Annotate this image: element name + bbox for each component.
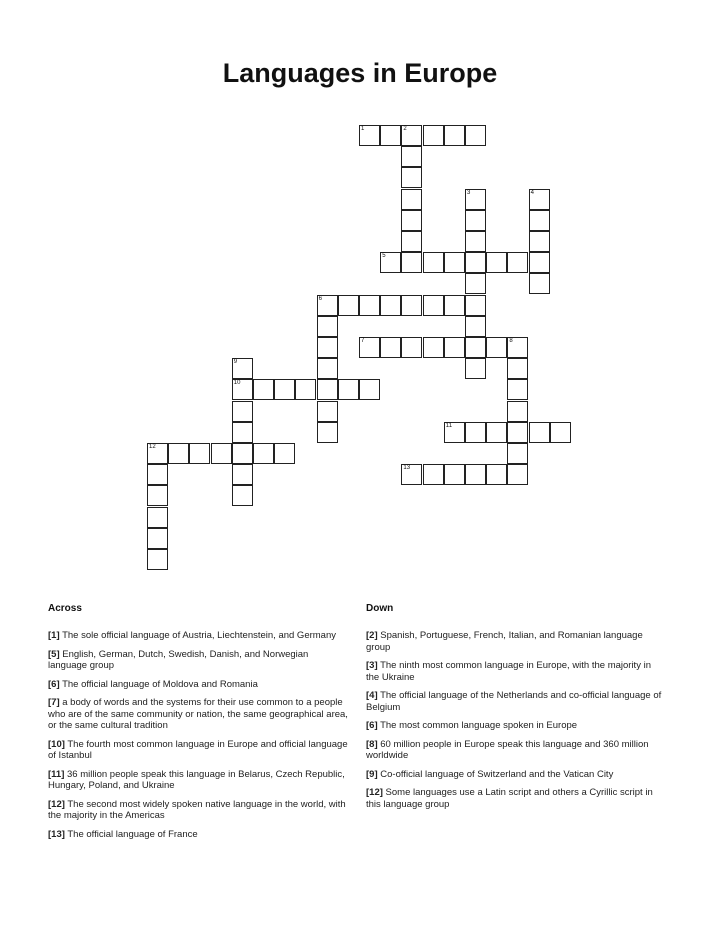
grid-cell[interactable] <box>295 379 316 400</box>
grid-cell[interactable] <box>529 231 550 252</box>
cell-number: 1 <box>361 126 365 132</box>
grid-cell[interactable] <box>423 252 444 273</box>
grid-cell[interactable] <box>147 443 168 464</box>
across-clues <box>48 603 348 847</box>
grid-cell[interactable] <box>444 295 465 316</box>
clue-text: The second most widely spoken native language in the world, with the majority in the Americas <box>48 798 346 821</box>
clue-number: [12] <box>366 787 383 798</box>
cell-number: 13 <box>403 465 411 472</box>
grid-cell[interactable] <box>486 337 507 358</box>
grid-cell[interactable] <box>465 358 486 379</box>
clue-number: [3] <box>366 660 378 671</box>
grid-cell[interactable] <box>317 379 338 400</box>
grid-cell[interactable] <box>465 252 486 273</box>
grid-cell[interactable] <box>232 443 253 464</box>
cell-number: 4 <box>530 189 534 196</box>
cell-number: 7 <box>361 338 365 344</box>
grid-cell[interactable] <box>147 464 168 485</box>
clue-number: [2] <box>366 630 378 641</box>
clue-text: The official language of the Netherlands and co-official language of Belgium <box>366 690 662 713</box>
down-clue <box>366 630 666 653</box>
grid-cell[interactable] <box>529 210 550 231</box>
cell-number: 2 <box>403 126 407 132</box>
down-clue <box>366 690 666 713</box>
grid-cell[interactable] <box>465 464 486 485</box>
across-clue <box>48 630 348 642</box>
across-clue <box>48 769 348 792</box>
clue-number: [8] <box>366 738 378 750</box>
grid-cell[interactable] <box>317 337 338 358</box>
grid-cell[interactable] <box>465 273 486 294</box>
clue-text: 36 million people speak this language in Belarus, Czech Republic, Hungary, Poland, and Ukraine <box>48 768 345 791</box>
grid-cell[interactable] <box>444 337 465 358</box>
grid-cell[interactable] <box>401 189 422 210</box>
clue-text: Co-official language of Switzerland and the Vatican City <box>377 768 614 780</box>
grid-cell[interactable] <box>380 125 401 146</box>
across-heading: Across <box>48 603 82 614</box>
clue-number: [13] <box>48 828 65 840</box>
grid-cell[interactable] <box>401 295 422 316</box>
grid-cell[interactable] <box>317 422 338 443</box>
grid-cell[interactable] <box>444 125 465 146</box>
grid-cell[interactable] <box>232 422 253 443</box>
grid-cell[interactable] <box>338 295 359 316</box>
clue-number: [12] <box>48 798 65 810</box>
across-clue <box>48 697 348 732</box>
grid-cell[interactable] <box>465 295 486 316</box>
grid-cell[interactable] <box>147 549 168 570</box>
down-clue <box>366 769 666 781</box>
down-clue <box>366 739 666 762</box>
grid-cell[interactable] <box>189 443 210 464</box>
grid-cell[interactable] <box>507 379 528 400</box>
grid-cell[interactable] <box>317 295 338 316</box>
grid-cell[interactable] <box>507 464 528 485</box>
grid-cell[interactable] <box>317 401 338 422</box>
clue-number: [5] <box>48 648 60 660</box>
grid-cell[interactable] <box>380 252 401 273</box>
grid-cell[interactable] <box>359 337 380 358</box>
clue-text: 60 million people in Europe speak this language and 360 million worldwide <box>366 738 649 761</box>
grid-cell[interactable] <box>401 146 422 167</box>
cell-number: 10 <box>233 380 241 387</box>
clue-text: The sole official language of Austria, Liechtenstein, and Germany <box>59 630 337 641</box>
grid-cell[interactable] <box>423 295 444 316</box>
cell-number: 5 <box>382 253 386 260</box>
cell-number: 6 <box>318 295 322 302</box>
grid-cell[interactable] <box>486 422 507 443</box>
clue-number: [9] <box>366 768 378 780</box>
clue-number: [6] <box>48 678 60 690</box>
grid-cell[interactable] <box>211 443 232 464</box>
grid-cell[interactable] <box>168 443 189 464</box>
grid-cell[interactable] <box>529 422 550 443</box>
clue-number: [11] <box>48 768 65 780</box>
down-clue <box>366 720 666 732</box>
down-clues <box>366 603 666 817</box>
across-clue <box>48 649 348 672</box>
cell-number: 12 <box>149 444 156 450</box>
grid-cell[interactable] <box>317 316 338 337</box>
grid-cell[interactable] <box>465 210 486 231</box>
clue-text: The fourth most common language in Europe and official language of Istanbul <box>48 738 348 761</box>
clue-number: [6] <box>366 720 378 731</box>
across-clue <box>48 799 348 822</box>
clue-text: The most common language spoken in Europe <box>377 720 578 731</box>
cell-number: 3 <box>467 189 471 196</box>
grid-cell[interactable] <box>486 252 507 273</box>
grid-cell[interactable] <box>401 231 422 252</box>
grid-cell[interactable] <box>444 464 465 485</box>
down-clue-list <box>366 630 666 810</box>
grid-cell[interactable] <box>423 337 444 358</box>
grid-cell[interactable] <box>274 379 295 400</box>
grid-cell[interactable] <box>507 443 528 464</box>
grid-cell[interactable] <box>465 337 486 358</box>
clue-number: [7] <box>48 697 60 708</box>
cell-number: 8 <box>509 338 513 344</box>
clue-number: [10] <box>48 738 65 750</box>
grid-cell[interactable] <box>232 464 253 485</box>
grid-cell[interactable] <box>147 485 168 506</box>
clue-number: [4] <box>366 690 378 701</box>
grid-cell[interactable] <box>401 464 422 485</box>
grid-cell[interactable] <box>507 422 528 443</box>
grid-cell[interactable] <box>465 125 486 146</box>
down-clue <box>366 787 666 810</box>
down-clue <box>366 660 666 683</box>
grid-cell[interactable] <box>507 252 528 273</box>
cell-number: 9 <box>233 359 238 366</box>
grid-cell[interactable] <box>401 252 422 273</box>
across-clue <box>48 829 348 841</box>
down-heading: Down <box>366 603 394 614</box>
clue-text: The ninth most common language in Europe, with the majority in the Ukraine <box>366 660 651 683</box>
grid-cell[interactable] <box>529 273 550 294</box>
across-clue-list <box>48 630 348 840</box>
grid-cell[interactable] <box>465 231 486 252</box>
grid-cell[interactable] <box>401 337 422 358</box>
cell-number: 11 <box>445 422 453 429</box>
grid-cell[interactable] <box>338 379 359 400</box>
clue-text: Spanish, Portuguese, French, Italian, and Romanian language group <box>366 630 643 653</box>
grid-cell[interactable] <box>401 167 422 188</box>
clue-text: The official language of Moldova and Romania <box>59 678 258 690</box>
grid-cell[interactable] <box>253 379 274 400</box>
grid-cell[interactable] <box>507 401 528 422</box>
grid-cell[interactable] <box>529 189 550 210</box>
grid-cell[interactable] <box>359 379 380 400</box>
page-title: Languages in Europe <box>222 58 498 88</box>
grid-cell[interactable] <box>401 125 422 146</box>
grid-cell[interactable] <box>232 485 253 506</box>
grid-cell[interactable] <box>465 316 486 337</box>
grid-cell[interactable] <box>232 379 253 400</box>
grid-cell[interactable] <box>274 443 295 464</box>
clue-text: English, German, Dutch, Swedish, Danish, and Norwegian language group <box>48 648 309 671</box>
grid-cell[interactable] <box>232 401 253 422</box>
clue-text: Some languages use a Latin script and others a Cyrillic script in this language group <box>366 787 653 810</box>
grid-cell[interactable] <box>423 125 444 146</box>
grid-cell[interactable] <box>529 252 550 273</box>
clue-number: [1] <box>48 630 60 641</box>
grid-cell[interactable] <box>465 189 486 210</box>
grid-cell[interactable] <box>147 507 168 528</box>
grid-cell[interactable] <box>465 422 486 443</box>
grid-cell[interactable] <box>486 464 507 485</box>
grid-cell[interactable] <box>401 210 422 231</box>
clue-text: a body of words and the systems for their use common to a people who are of the same community or nation, the same geographical area, or the same cultural tradition <box>48 697 348 731</box>
grid-cell[interactable] <box>253 443 274 464</box>
grid-cell[interactable] <box>444 252 465 273</box>
grid-cell[interactable] <box>444 422 465 443</box>
clue-text: The official language of France <box>64 828 198 840</box>
grid-cell[interactable] <box>507 337 528 358</box>
grid-cell[interactable] <box>550 422 571 443</box>
grid-cell[interactable] <box>317 358 338 379</box>
grid-cell[interactable] <box>359 295 380 316</box>
grid-cell[interactable] <box>507 358 528 379</box>
across-clue <box>48 679 348 691</box>
grid-cell[interactable] <box>423 464 444 485</box>
grid-cell[interactable] <box>232 358 253 379</box>
grid-cell[interactable] <box>359 125 380 146</box>
across-clue <box>48 739 348 762</box>
grid-cell[interactable] <box>147 528 168 549</box>
grid-cell[interactable] <box>380 295 401 316</box>
grid-cell[interactable] <box>380 337 401 358</box>
